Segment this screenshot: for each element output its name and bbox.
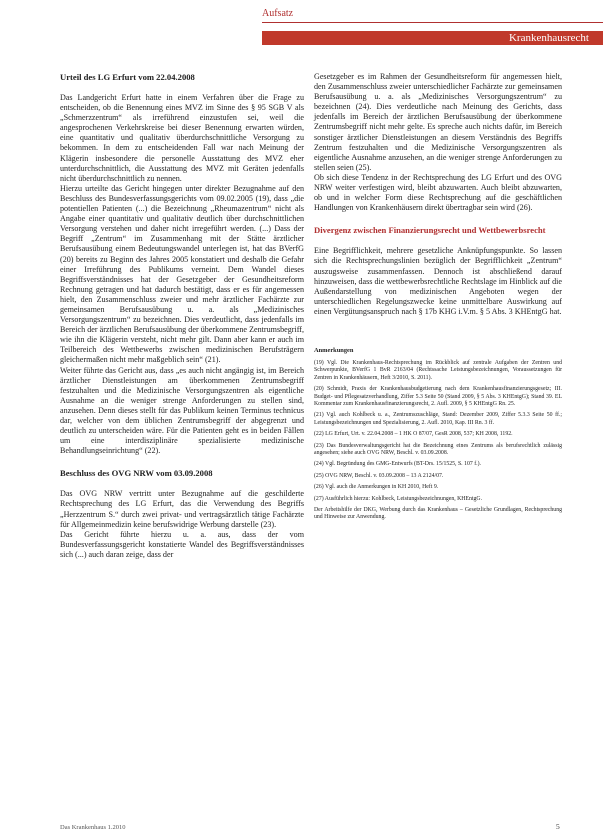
category-label: Krankenhausrecht — [508, 32, 589, 44]
body-paragraph: Das Landgericht Erfurt hatte in einem Verfahren über die Frage zu entscheiden, ob die Benennung eines MVZ im Sinne des § 95 SGB V als „Schmerzzentrum“ als irreführend einzustufen sei, weil die angesprochenen Verkehrskreise bei dieser Benennung erwarten würden, eine quantitativ und qualitativ überdurchschnittliche Versorgung zu bekommen. In dem zu entscheidenden Fall war nach Meinung der Klägerin insbesondere die personelle Ausstattung des MVZ eher unterdurchschnittlich, die Ausstattung des MVZ mit Geräten jedenfalls nicht überdurchschnittlich zu nennen. — [60, 93, 304, 183]
footnote: (19) Vgl. Die Krankenhaus-Rechtsprechung im Rückblick auf zentrale Aufgaben der Zentren und Schwerpunkte, BVerfG 1 BvR 2163/04 (Rechtssache Leistungsbezeichnungen, Voraussetzungen für Zentren in Krankenhäusern, Heft 3/2010, S. 2011). — [314, 359, 562, 381]
article-heading-lg-erfurt: Urteil des LG Erfurt vom 22.04.2008 — [60, 72, 195, 82]
section-heading-divergenz: Divergenz zwischen Finanzierungsrecht und Wettbewerbsrecht — [314, 225, 546, 236]
footnote: (22) LG Erfurt, Urt. v. 22.04.2008 – 1 HK O 87/07, GesR 2008, 537; KH 2008, 1192. — [314, 431, 513, 438]
footnote: (21) Vgl. auch Kohlbeck u. a., Zentrumszuschläge, Stand: Dezember 2009, Ziffer 5.3.3 Seite 50 ff.; Leistungsbezeichnungen und Spezialisierung, 2. Aufl. 2010, Kap. III Rn. 3 ff. — [314, 412, 562, 426]
body-paragraph: Das OVG NRW vertritt unter Bezugnahme auf die geschilderte Rechtsprechung des LG Erfurt, das die Verwendung des Begriffs „Herzzentrum S.“ durch zwei privat- und vertragsärztlich tätige Fachärzte für Allgemeinmedizin keine berufswidrige Werbung darstelle (23). — [60, 489, 304, 529]
footnote: (26) Vgl. auch die Anmerkungen in KH 2010, Heft 9. — [314, 484, 439, 491]
left-column — [60, 72, 304, 560]
notes-title: Anmerkungen — [314, 346, 354, 354]
footnote: (25) OVG NRW, Beschl. v. 03.09.2008 – 13 A 2124/07. — [314, 472, 444, 479]
body-paragraph: Eine Begrifflichkeit, mehrere gesetzliche Anknüpfungspunkte. So lassen sich die Rechtsprechungslinien bezüglich der Begrifflichkeit „Zentrum“ auszugsweise zusammenfassen. Dennoch ist abschließend darauf hinzuweisen, dass die wettbewerbsrechtliche Rechtslage im Hinblick auf die Außendarstellung von medizinischen Angeboten wegen der unterschiedlichen Regelungszwecke keine unmittelbare Auswirkung auf einen Vergütungsanspruch nach § 17b KHG i.V.m. § 5 Abs. 3 KHEntgG hat. — [314, 246, 562, 316]
section-label: Aufsatz — [262, 8, 294, 19]
page-number: 5 — [556, 822, 560, 831]
right-column — [314, 72, 562, 526]
footnote: Der Arbeitshilfe der DKG, Werbung durch das Krankenhaus – Gesetzliche Grundlagen, Rechtsprechung und Hinweise zur Anwendung. — [314, 507, 562, 521]
footnote: (20) Schmidt, Praxis der Krankenhausbudgetierung nach dem Krankenhausfinanzierungsgesetz; III. Budget- und Pflegesatzverhandlung, Ziffer 5.3 Seite 50 (Stand 2009, § 5 Abs. 3 KHEntgG); Stand 39. EL Kommentar zum Krankenhausfinanzierungsrecht, 2. Aufl. 2009, § 5 KHEntgG Rn. 25. — [314, 386, 562, 407]
body-paragraph: Hierzu urteilte das Gericht hingegen unter direkter Bezugnahme auf den Beschluss des Bundesverfassungsgerichts vom 09.02.2005 (19), dass „die potentiellen Patienten (...) die Bezeichnung „Rheumazentrum“ nicht als Angabe einer quantitativ und qualitativ deutlich über durchschnittlichen Versorgung verstehen und daher nicht irregeführt werden. (...) Dass der Begriff „Zentrum“ im Zusammenhang mit der Stätte ärztlicher Berufsausübung einem Bedeutungswandel unterlegen ist, hat das BVerfG (20) bereits zu Beginn des Jahres 2005 konstatiert und deshalb die Gefahr einer Irreführung des Publikums verneint. Dem Wandel dieses Begriffsverständnisses hat der Gesetzgeber der Gesundheitsreform Rechnung getragen und hat dadurch bestätigt, dass er es für angemessen hielt, den Zusammenschluss zweier und mehr ärztlicher Fachärzte zur gemeinsamen Berufsausübung u. a. als „Medizinisches Versorgungszentrum“ zu bezeichnen. Dies verdeutlicht, dass jedenfalls im Bereich der ärztlichen Berufsausübung der überkommene Zentrumsbegriff, wie ihn die Klägerin versteht, nicht mehr gilt. Dann aber kann er auch im Teilbereich des Wettbewerbs zwischen medizinischen Berufsträgern gleichermaßen nicht mehr maßgeblich sein“ (21). — [60, 183, 304, 365]
body-paragraph: Das Gericht führte hierzu u. a. aus, dass der vom Bundesverfassungsgericht konstatierte Wandel des Begriffsverständnisses sich (...) auch daran zeige, dass der — [60, 529, 304, 559]
header-rule — [262, 22, 603, 23]
body-paragraph: Ob sich diese Tendenz in der Rechtsprechung des LG Erfurt und des OVG NRW weiter verfestigen wird, bleibt abzuwarten. Auch bleibt abzuwarten, ob und in welcher Form diese Rechtsprechung auf die geschäftlichen Handlungen von Krankenhäusern direkt übertragbar sein wird (26). — [314, 172, 562, 213]
footnote: (24) Vgl. Begründung des GMG-Entwurfs (BT-Drs. 15/1525, S. 107 f.). — [314, 461, 481, 468]
page-header — [0, 0, 603, 48]
article-heading-ovg: Beschluss des OVG NRW vom 03.09.2008 — [60, 468, 213, 479]
category-bar — [262, 31, 603, 45]
footer-journal: Das Krankenhaus 1.2010 — [60, 824, 126, 831]
body-paragraph: Weiter führte das Gericht aus, dass „es auch nicht angängig ist, im Bereich ärztlicher Dienstleistungen am überkommenen Zentrumsbegriff festzuhalten und die Medizinische Versorgungszentren als eigentliche Ausnahme an die weniger strenge Anforderungen zu stellen sind, anzusehen. Denn dieses stellt für das Publikum keinen Terminus technicus dar, welcher von dem üblichen Zentrumsbegriff der abgegrenzt und deutlich zu unterscheiden wäre. Für die Patienten geht es in beiden Fällen um eine interdisziplinäre spezialisierte medizinische Behandlungseinrichtung“ (22). — [60, 365, 304, 456]
footnote: (27) Ausführlich hierzu: Kohlbeck, Leistungsbezeichnungen, KHEntgG. — [314, 495, 483, 502]
body-paragraph: Gesetzgeber es im Rahmen der Gesundheitsreform für angemessen hielt, den Zusammenschluss zweier unterschiedlicher Fachärzte zur gemeinsamen Berufsausübung u. a. als „Medizinisches Versorgungszentrum“ zu bezeichnen (24). Dies verdeutliche nach Meinung des Gerichts, dass jedenfalls im Bereich der ärztlichen Berufsausübung der überkommene Zentrumsbegriff nicht mehr gelte. Es spreche auch nichts dafür, im Bereich sonstiger ärztlicher Dienstleistungen an diesem Verständnis des Begriffs Zentrum festzuhalten und die Medizinische Versorgungszentren als eigentliche Ausnahme anzusehen, an die weniger strenge Anforderungen zu stellen seien (25). — [314, 72, 562, 172]
footnote: (23) Das Bundesverwaltungsgericht hat die Bezeichnung eines Zentrums als berufsrechtlich zulässig angesehen; siehe auch OVG NRW, Beschl. v. 03.09.2008. — [314, 442, 562, 457]
